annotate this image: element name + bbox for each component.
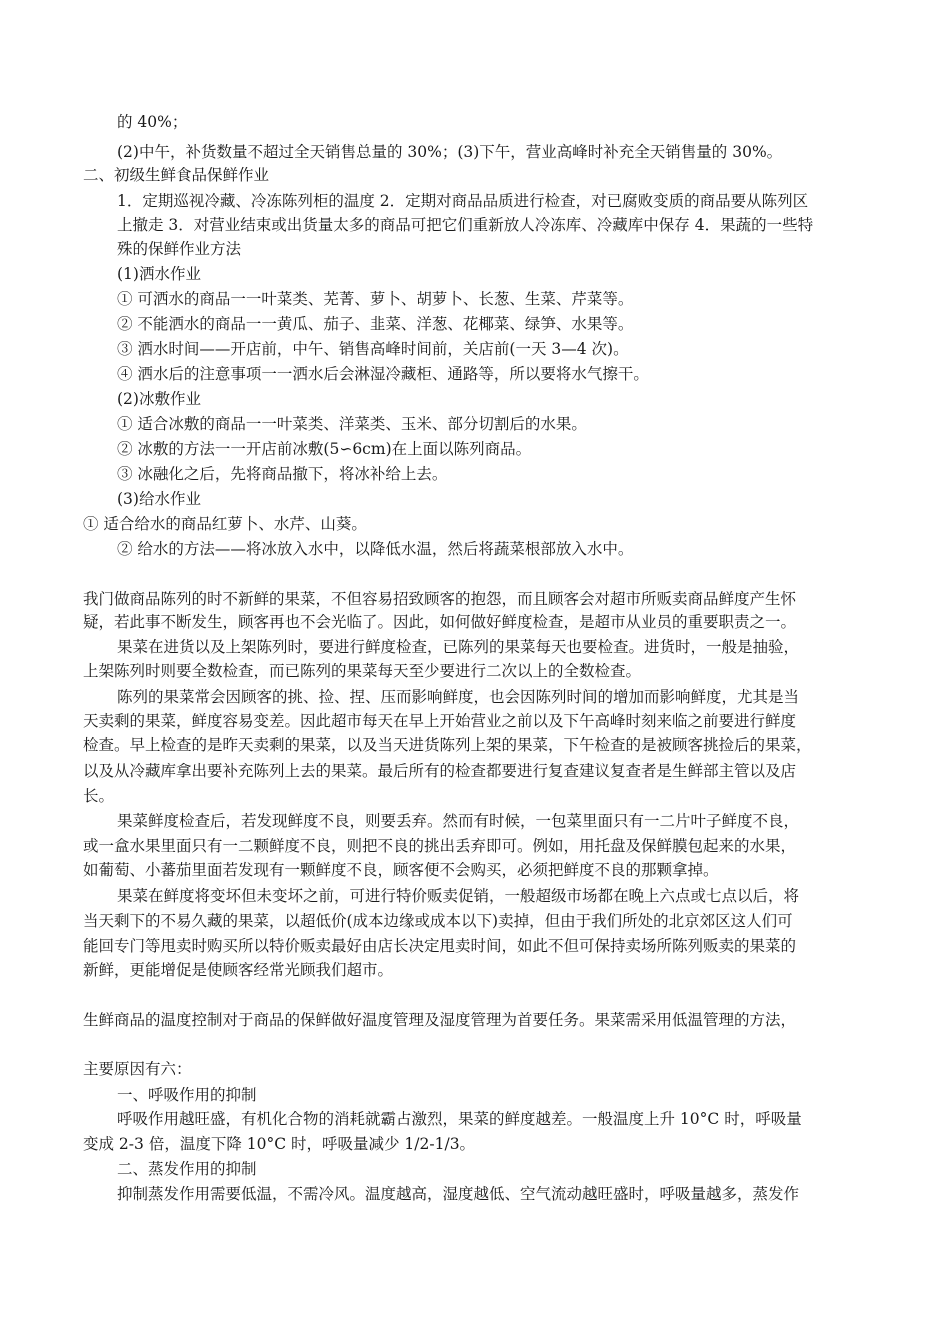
section-heading: 二、蒸发作用的抑制	[117, 1160, 257, 1178]
text-line: 天卖剩的果菜，鲜度容易变差。因此超市每天在早上开始营业之前以及下午高峰时刻来临之前要进行鲜度	[83, 712, 797, 730]
text-line: 抑制蒸发作用需要低温，不需冷风。温度越高，湿度越低、空气流动越旺盛时，呼吸量越多，蒸发作	[117, 1185, 800, 1203]
text-line: 如葡萄、小蕃茄里面若发现有一颗鲜度不良，顾客便不会购买，必须把鲜度不良的那颗拿掉。	[83, 861, 719, 879]
text-line: 以及从冷藏库拿出要补充陈列上去的果菜。最后所有的检查都要进行复查建议复查者是生鲜部主管以及店	[83, 762, 797, 780]
text-line: 果菜在进货以及上架陈列时，要进行鲜度检查，已陈列的果菜每天也要检查。进货时，一般是抽验，	[117, 638, 800, 656]
list-item: ③ 冰融化之后，先将商品撤下，将冰补给上去。	[117, 465, 448, 483]
text-line: 生鲜商品的温度控制对于商品的保鲜做好温度管理及湿度管理为首要任务。果菜需采用低温管理的方法，	[83, 1011, 797, 1029]
text-line: 主要原因有六：	[83, 1060, 192, 1078]
list-item: ③ 洒水时间——开店前，中午、销售高峰时间前，关店前(一天 3—4 次)。	[117, 340, 629, 358]
list-item: ① 适合给水的商品红萝卜、水芹、山葵。	[83, 515, 367, 533]
subheading: (3)给水作业	[117, 490, 201, 508]
text-line: 殊的保鲜作业方法	[117, 240, 242, 258]
list-item: ② 不能洒水的商品一一黄瓜、茄子、韭菜、洋葱、花椰菜、绿笋、水果等。	[117, 315, 634, 333]
text-line: 或一盒水果里面只有一二颗鲜度不良，则把不良的挑出丢弃即可。例如，用托盘及保鲜膜包起来的水果，	[83, 837, 797, 855]
text-line: 上撤走 3．对营业结束或出货量太多的商品可把它们重新放人冷冻库、冷藏库中保存 4．果蔬的一些特	[117, 216, 814, 234]
subheading: (2)冰敷作业	[117, 390, 201, 408]
text-line: 能回专门等甩卖时购买所以特价贩卖最好由店长决定甩卖时间，如此不但可保持卖场所陈列贩卖的果菜的	[83, 937, 797, 955]
text-line: 陈列的果菜常会因顾客的挑、捡、捏、压而影响鲜度，也会因陈列时间的增加而影响鲜度，尤其是当	[117, 688, 800, 706]
text-line: 疑，若此事不断发生，顾客再也不会光临了。因此，如何做好鲜度检查，是超市从业员的重要职责之一。	[83, 613, 797, 631]
text-line: 变成 2-3 倍，温度下降 10°C 时，呼吸量减少 1/2-1/3。	[83, 1135, 476, 1153]
text-line: 当天剩下的不易久藏的果菜，以超低价(成本边缘或成本以下)卖掉，但由于我们所处的北京郊区这人们可	[83, 912, 793, 930]
text-line: 长。	[83, 787, 115, 805]
text-line: 的 40%；	[117, 113, 188, 131]
text-line: (2)中午，补货数量不超过全天销售总量的 30%；(3)下午，营业高峰时补充全天销售量的 30%。	[117, 143, 783, 161]
text-line: 果菜在鲜度将变坏但未变坏之前，可进行特价贩卖促销，一般超级市场都在晚上六点或七点以后，将	[117, 887, 800, 905]
list-item: ④ 洒水后的注意事项一一洒水后会淋湿冷藏柜、通路等，所以要将水气擦干。	[117, 365, 649, 383]
list-item: ① 可洒水的商品一一叶菜类、芜菁、萝卜、胡萝卜、长葱、生菜、芹菜等。	[117, 290, 634, 308]
subheading: (1)洒水作业	[117, 265, 201, 283]
list-item: ② 冰敷的方法一一开店前冰敷(5∽6cm)在上面以陈列商品。	[117, 440, 532, 458]
text-line: 上架陈列时则要全数检查，而已陈列的果菜每天至少要进行二次以上的全数检查。	[83, 662, 642, 680]
text-line: 我门做商品陈列的时不新鲜的果菜，不但容易招致顾客的抱怨，而且顾客会对超市所贩卖商品鲜度产生怀	[83, 590, 797, 608]
text-line: 呼吸作用越旺盛，有机化合物的消耗就霸占激烈，果菜的鲜度越差。一般温度上升 10°C 时，呼吸量	[117, 1110, 802, 1128]
text-line: 果菜鲜度检查后，若发现鲜度不良，则要丢弃。然而有时候，一包菜里面只有一二片叶子鲜度不良，	[117, 812, 800, 830]
text-line: 新鲜，更能增促是使顾客经常光顾我们超市。	[83, 961, 394, 979]
section-heading: 二、初级生鲜食品保鲜作业	[83, 166, 270, 184]
section-heading: 一、呼吸作用的抑制	[117, 1086, 257, 1104]
text-line: 1．定期巡视冷藏、冷冻陈列柜的温度 2．定期对商品品质进行检查，对已腐败变质的商品要从陈列区	[117, 192, 809, 210]
text-line: 检查。早上检查的是昨天卖剩的果菜，以及当天进货陈列上架的果菜，下午检查的是被顾客挑捡后的果菜，	[83, 736, 812, 754]
list-item: ② 给水的方法——将冰放入水中，以降低水温，然后将蔬菜根部放入水中。	[117, 540, 634, 558]
list-item: ① 适合冰敷的商品一一叶菜类、洋菜类、玉米、部分切割后的水果。	[117, 415, 587, 433]
